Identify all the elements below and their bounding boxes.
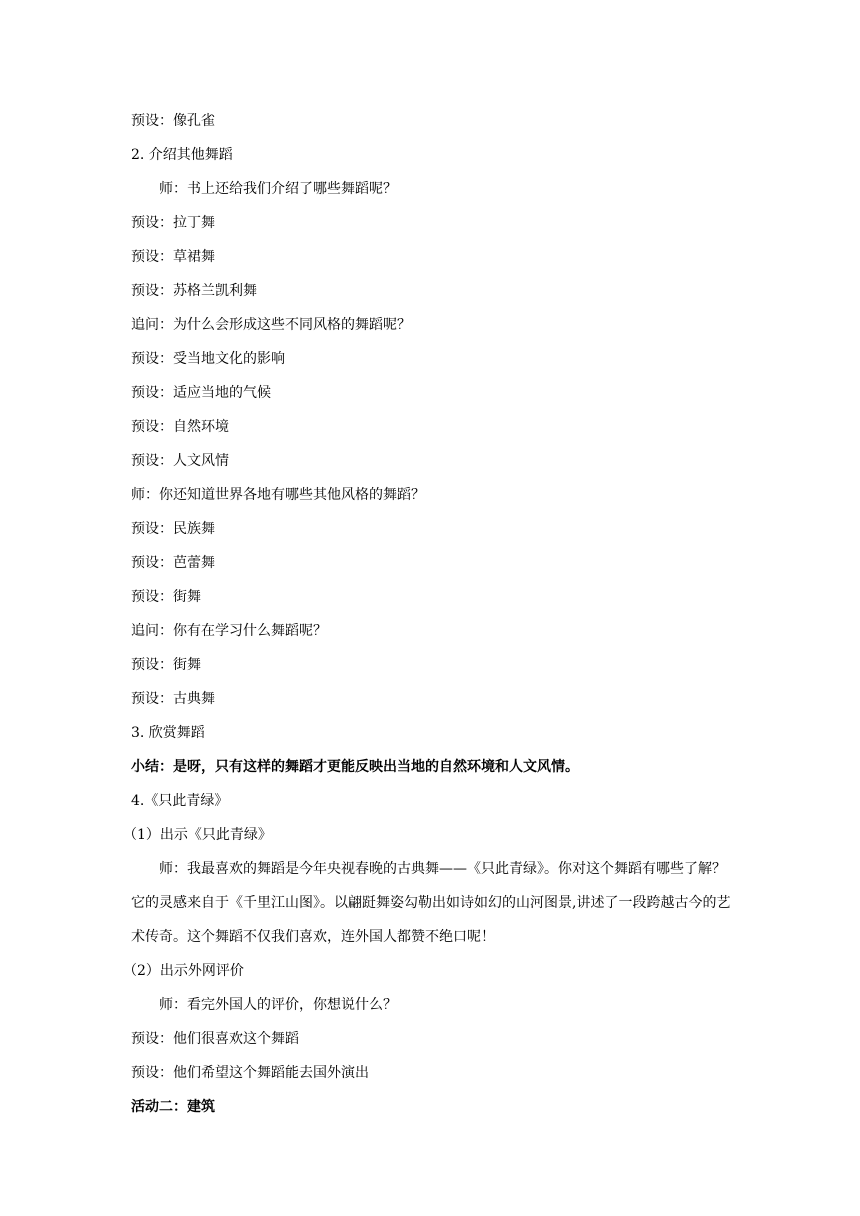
text-line: 预设：芭蕾舞	[131, 555, 215, 571]
text-line: 预设：他们希望这个舞蹈能去国外演出	[131, 1065, 369, 1081]
text-line: 预设：民族舞	[131, 521, 215, 537]
text-line: 预设：街舞	[131, 657, 201, 673]
text-line: 师：书上还给我们介绍了哪些舞蹈呢？	[159, 181, 397, 197]
text-line: 预设：受当地文化的影响	[131, 351, 285, 367]
text-line: 预设：街舞	[131, 589, 201, 605]
summary-line: 小结：是呀，只有这样的舞蹈才更能反映出当地的自然环境和人文风情。	[131, 759, 579, 775]
text-line: 预设：苏格兰凯利舞	[131, 283, 257, 299]
section-heading: 4.《只此青绿》	[131, 793, 229, 809]
section-heading: 2. 介绍其他舞蹈	[131, 147, 233, 163]
text-line: 追问：为什么会形成这些不同风格的舞蹈呢？	[131, 317, 411, 333]
text-line: 预设：拉丁舞	[131, 215, 215, 231]
text-line: 预设：古典舞	[131, 691, 215, 707]
subsection-heading: （2）出示外网评价	[123, 963, 244, 979]
subsection-heading: （1）出示《只此青绿》	[123, 827, 272, 843]
text-line: 预设：适应当地的气候	[131, 385, 271, 401]
text-line: 预设：他们很喜欢这个舞蹈	[131, 1031, 299, 1047]
section-heading: 3. 欣赏舞蹈	[131, 725, 205, 741]
text-line: 预设：人文风情	[131, 453, 229, 469]
text-line: 预设：像孔雀	[131, 113, 215, 129]
text-line: 追问：你有在学习什么舞蹈呢？	[131, 623, 327, 639]
text-line: 预设：自然环境	[131, 419, 229, 435]
text-line: 师：你还知道世界各地有哪些其他风格的舞蹈？	[131, 487, 425, 503]
activity-heading: 活动二：建筑	[131, 1099, 215, 1115]
text-line: 预设：草裙舞	[131, 249, 215, 265]
text-line: 师：看完外国人的评价，你想说什么？	[159, 997, 397, 1013]
teacher-paragraph: 师：我最喜欢的舞蹈是今年央视春晚的古典舞——《只此青绿》。你对这个舞蹈有哪些了解？它的灵感来自于《千里江山图》。以翩跹舞姿勾勒出如诗如幻的山河图景,讲述了一段跨越古今的艺术传奇。这个舞蹈不仅我们喜欢，连外国人都赞不绝口呢！	[131, 861, 731, 945]
